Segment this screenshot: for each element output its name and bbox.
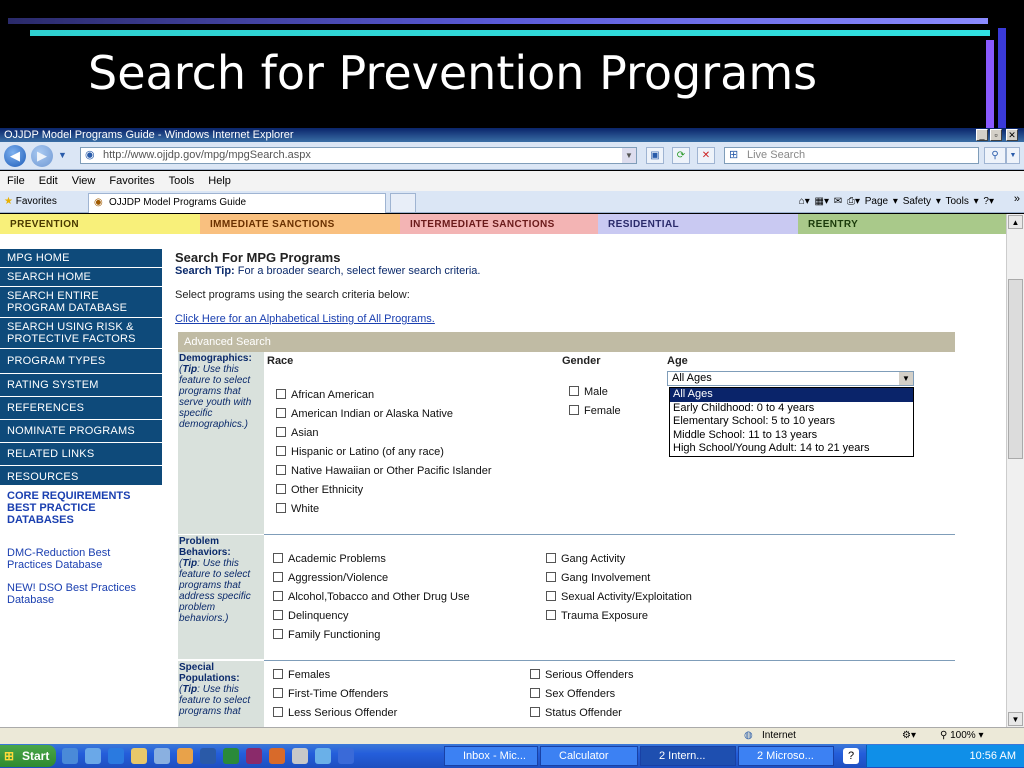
status-bar — [0, 727, 1024, 744]
task-label: 2 Microso... — [757, 750, 814, 762]
task-office[interactable] — [738, 746, 834, 766]
help-tray-icon[interactable]: ? — [843, 748, 859, 764]
checkbox-label: Gang Involvement — [561, 572, 651, 584]
checkbox-label: Less Serious Offender — [288, 707, 398, 719]
sidebar-link-core-requirements[interactable]: CORE REQUIREMENTS BEST PRACTICE DATABASES — [7, 490, 131, 526]
race-checkbox-american-indian[interactable] — [276, 408, 453, 421]
checkbox-label: Other Ethnicity — [291, 484, 364, 496]
checkbox[interactable] — [276, 503, 286, 513]
problem-checkbox-family[interactable] — [273, 629, 380, 642]
read-mail-icon[interactable]: ✉ — [833, 196, 843, 207]
search-tip-label: Search Tip: — [175, 265, 235, 277]
slide-header — [0, 0, 1024, 128]
checkbox-label: Sexual Activity/Exploitation — [561, 591, 692, 603]
checkbox-label: Academic Problems — [288, 553, 386, 565]
checkbox-label: White — [291, 503, 320, 515]
checkbox[interactable] — [273, 707, 283, 717]
close-button[interactable]: ✕ — [1006, 129, 1018, 141]
task-label: Calculator — [559, 750, 609, 762]
checkbox[interactable] — [546, 591, 556, 601]
task-label: 2 Intern... — [659, 750, 706, 762]
age-option[interactable]: Early Childhood: 0 to 4 years — [673, 401, 815, 414]
live-search-input[interactable] — [724, 147, 979, 164]
excel-icon[interactable] — [223, 748, 239, 764]
page-menu[interactable]: Page ▾ — [864, 196, 898, 207]
show-desktop-icon[interactable] — [62, 748, 78, 764]
checkbox[interactable] — [273, 688, 283, 698]
special-checkbox-females[interactable] — [273, 669, 330, 682]
checkbox[interactable] — [273, 591, 283, 601]
live-search-placeholder: Live Search — [747, 149, 806, 161]
home-icon[interactable]: ⌂▾ — [798, 196, 810, 207]
task-ie[interactable] — [640, 746, 736, 766]
compat-view-button[interactable]: ▣ — [646, 147, 664, 164]
race-checkbox-african-american[interactable] — [276, 389, 374, 402]
star-icon: ★ — [4, 196, 13, 207]
special-checkbox-status[interactable] — [530, 707, 622, 720]
search-tip — [175, 265, 965, 277]
problem-checkbox-sexual[interactable] — [546, 591, 692, 604]
advanced-search-header: Advanced Search — [178, 332, 955, 352]
checkbox-label: Female — [584, 405, 621, 417]
security-zone: Internet — [762, 730, 796, 741]
problem-checkbox-academic[interactable] — [273, 553, 386, 566]
race-checkbox-white[interactable] — [276, 503, 319, 516]
special-tip-label: Tip — [182, 684, 198, 695]
problem-checkbox-gang-activity[interactable] — [546, 553, 625, 566]
globe-icon: ◍ — [744, 730, 753, 741]
sidebar-item-risk-factors[interactable]: SEARCH USING RISK & PROTECTIVE FACTORS — [0, 318, 162, 349]
race-checkbox-native-hawaiian[interactable] — [276, 465, 492, 478]
checkbox-label: Alcohol,Tobacco and Other Drug Use — [288, 591, 470, 603]
checkbox[interactable] — [273, 610, 283, 620]
chevron-down-icon[interactable]: ▼ — [899, 372, 913, 385]
slide-title: Search for Prevention Programs — [88, 46, 818, 100]
sidebar-item-rating-system[interactable]: RATING SYSTEM — [0, 374, 162, 397]
checkbox[interactable] — [530, 669, 540, 679]
scroll-thumb[interactable] — [1008, 279, 1023, 459]
problem-title: Problem Behaviors: — [179, 536, 231, 558]
vertical-scrollbar[interactable] — [1006, 214, 1024, 727]
task-label: Inbox - Mic... — [463, 750, 526, 762]
checkbox[interactable] — [273, 572, 283, 582]
tools-menu[interactable]: Tools ▾ — [945, 196, 979, 207]
age-select-value: All Ages — [672, 372, 712, 384]
clock: 10:56 AM — [969, 750, 1016, 762]
menu-tools[interactable]: Tools — [168, 175, 195, 187]
race-checkbox-asian[interactable] — [276, 427, 319, 440]
page-viewport — [0, 214, 1006, 727]
ie-icon[interactable] — [108, 748, 124, 764]
menu-help[interactable]: Help — [208, 175, 231, 187]
checkbox[interactable] — [276, 465, 286, 475]
command-bar — [799, 195, 994, 209]
start-button[interactable] — [0, 745, 56, 767]
checkbox-label: African American — [291, 389, 375, 401]
maximize-button[interactable]: ▫ — [990, 129, 1002, 141]
checkbox-label: Females — [288, 669, 331, 681]
favorites-label: Favorites — [15, 196, 57, 207]
checkbox[interactable] — [569, 405, 579, 415]
tab-residential[interactable]: RESIDENTIAL — [598, 214, 798, 236]
checkbox-label: Trauma Exposure — [561, 610, 649, 622]
race-heading: Race — [267, 355, 294, 367]
tab-prevention[interactable]: PREVENTION — [0, 214, 200, 236]
age-option[interactable]: Elementary School: 5 to 10 years — [673, 415, 836, 427]
menu-bar — [0, 171, 1024, 191]
print-icon[interactable]: ⎙▾ — [846, 196, 860, 207]
race-checkbox-other[interactable] — [276, 484, 363, 497]
scroll-down-icon[interactable]: ▼ — [1008, 712, 1023, 726]
problem-tip-label: Tip — [182, 558, 198, 569]
checkbox[interactable] — [530, 688, 540, 698]
quicklaunch-icon[interactable] — [315, 748, 331, 764]
task-inbox[interactable] — [444, 746, 538, 766]
search-icon[interactable]: ⚲ — [984, 147, 1006, 164]
sidebar-item-references[interactable]: REFERENCES — [0, 397, 162, 420]
divider — [264, 534, 955, 535]
powerpoint-icon[interactable] — [269, 748, 285, 764]
search-options-icon[interactable]: ▼ — [1006, 147, 1020, 164]
stop-button[interactable]: ✕ — [697, 147, 715, 164]
special-tip-text: : Use this feature to select programs that — [179, 684, 251, 717]
menu-file[interactable]: File — [7, 175, 25, 187]
decor-bar — [998, 28, 1006, 128]
page-heading: Search For MPG Programs — [175, 250, 341, 265]
live-search-logo-icon: ⊞ — [729, 149, 739, 161]
special-checkbox-sex-offenders[interactable] — [530, 688, 615, 701]
tab-reentry[interactable]: REENTRY — [798, 214, 1006, 236]
quicklaunch-icon[interactable] — [292, 748, 308, 764]
sidebar-item-nominate[interactable]: NOMINATE PROGRAMS — [0, 420, 162, 443]
demographics-tip-label: Tip — [182, 364, 198, 375]
checkbox-label: Gang Activity — [561, 553, 626, 565]
windows-logo-icon: ⊞ — [4, 749, 15, 763]
tab-intermediate-sanctions[interactable]: INTERMEDIATE SANCTIONS — [400, 214, 598, 236]
sidebar-item-search-home[interactable]: SEARCH HOME — [0, 268, 162, 287]
checkbox[interactable] — [530, 707, 540, 717]
problem-checkbox-substance[interactable] — [273, 591, 470, 604]
help-icon[interactable]: ?▾ — [983, 196, 994, 207]
sidebar-link-dmc[interactable]: DMC-Reduction Best Practices Database — [7, 547, 111, 571]
divider — [264, 660, 955, 661]
checkbox[interactable] — [276, 446, 286, 456]
age-dropdown-list — [669, 387, 914, 457]
refresh-button[interactable]: ⟳ — [672, 147, 690, 164]
checkbox[interactable] — [546, 572, 556, 582]
start-label: Start — [22, 749, 50, 763]
system-tray — [866, 745, 1024, 767]
tab-row — [0, 191, 1024, 213]
checkbox-label: Aggression/Violence — [288, 572, 389, 584]
site-tabs — [0, 214, 1006, 236]
age-option[interactable]: All Ages — [670, 388, 913, 402]
zoom-level[interactable]: ⚲ 100% ▾ — [940, 730, 984, 741]
special-checkbox-first-time[interactable] — [273, 688, 388, 701]
taskbar — [0, 744, 1024, 768]
age-select[interactable] — [667, 371, 914, 386]
checkbox[interactable] — [276, 389, 286, 399]
recent-pages-icon[interactable]: ▼ — [58, 150, 67, 160]
checkbox-label: Hispanic or Latino (of any race) — [291, 446, 444, 458]
checkbox[interactable] — [276, 427, 286, 437]
problem-tip-text: : Use this feature to select programs that address specific problem behaviors.) — [179, 558, 251, 624]
media-player-icon[interactable] — [338, 748, 354, 764]
sidebar-item-resources[interactable]: RESOURCES — [0, 466, 162, 486]
checkbox[interactable] — [273, 553, 283, 563]
address-dropdown-icon[interactable]: ▼ — [622, 148, 636, 163]
main-content — [175, 250, 965, 325]
address-input[interactable] — [80, 147, 637, 164]
favorites-button[interactable] — [4, 195, 57, 209]
sidebar-item-mpg-home[interactable]: MPG HOME — [0, 249, 162, 268]
new-tab-button[interactable] — [390, 193, 416, 213]
address-row — [0, 142, 1024, 170]
safety-menu[interactable]: Safety ▾ — [902, 196, 941, 207]
task-calculator[interactable] — [540, 746, 638, 766]
publisher-icon[interactable] — [246, 748, 262, 764]
gender-checkbox-male[interactable] — [569, 386, 608, 399]
checkbox-label: First-Time Offenders — [288, 688, 389, 700]
tab-immediate-sanctions[interactable]: IMMEDIATE SANCTIONS — [200, 214, 400, 236]
checkbox-label: American Indian or Alaska Native — [291, 408, 454, 420]
special-populations-label: Special Populations: (Tip: Use this feature to select programs that — [178, 661, 264, 727]
menu-edit[interactable]: Edit — [38, 175, 58, 187]
demographics-title: Demographics: — [179, 353, 252, 364]
folder-icon[interactable] — [131, 748, 147, 764]
quicklaunch-icon[interactable] — [154, 748, 170, 764]
checkbox-label: Delinquency — [288, 610, 349, 622]
checkbox[interactable] — [273, 669, 283, 679]
forward-button[interactable]: ▶ — [31, 145, 53, 167]
window-titlebar — [0, 128, 1024, 142]
sidebar-item-related-links[interactable]: RELATED LINKS — [0, 443, 162, 466]
browser-tab-label: OJJDP Model Programs Guide — [109, 197, 247, 208]
problem-checkbox-gang-involvement[interactable] — [546, 572, 650, 585]
gender-heading: Gender — [562, 355, 601, 367]
special-checkbox-serious[interactable] — [530, 669, 633, 682]
checkbox-label: Sex Offenders — [545, 688, 616, 700]
zoom-icon: ⚲ — [940, 730, 948, 741]
sidebar-link-dso[interactable]: NEW! DSO Best Practices Database — [7, 582, 136, 606]
word-icon[interactable] — [200, 748, 216, 764]
demographics-tip-text: : Use this feature to select programs that serve youth with specific demographics.) — [179, 364, 252, 430]
sidebar-item-search-entire[interactable]: SEARCH ENTIRE PROGRAM DATABASE — [0, 287, 162, 318]
instruction-text: Select programs using the search criteria below: — [175, 289, 410, 301]
checkbox[interactable] — [546, 553, 556, 563]
checkbox[interactable] — [273, 629, 283, 639]
back-button[interactable]: ◀ — [4, 145, 26, 167]
checkbox[interactable] — [276, 408, 286, 418]
quicklaunch-icon[interactable] — [85, 748, 101, 764]
age-option[interactable]: High School/Young Adult: 14 to 21 years — [673, 442, 870, 454]
decor-bar — [8, 18, 988, 24]
problem-checkbox-delinquency[interactable] — [273, 610, 349, 623]
protected-mode-icon[interactable]: ⚙▾ — [902, 730, 916, 741]
checkbox-label: Male — [584, 386, 608, 398]
checkbox-label: Status Offender — [545, 707, 622, 719]
age-heading: Age — [667, 355, 688, 367]
checkbox-label: Serious Offenders — [545, 669, 634, 681]
race-checkbox-hispanic[interactable] — [276, 446, 444, 459]
menu-favorites[interactable]: Favorites — [109, 175, 155, 187]
problem-behaviors-label: Problem Behaviors: (Tip: Use this feature to select programs that address specific problem behaviors.) — [178, 535, 264, 659]
decor-bar — [30, 30, 990, 36]
gender-checkbox-female[interactable] — [569, 405, 621, 418]
problem-checkbox-aggression[interactable] — [273, 572, 388, 585]
scroll-up-icon[interactable]: ▲ — [1008, 215, 1023, 229]
feeds-icon[interactable]: ▦▾ — [814, 196, 829, 207]
problem-checkbox-trauma[interactable] — [546, 610, 648, 623]
minimize-button[interactable]: _ — [976, 129, 988, 141]
outlook-icon[interactable] — [177, 748, 193, 764]
age-option[interactable]: Middle School: 11 to 13 years — [673, 428, 818, 441]
alphabetical-listing-link[interactable]: Click Here for an Alphabetical Listing of All Programs. — [175, 313, 435, 325]
window-title: OJJDP Model Programs Guide - Windows Internet Explorer — [4, 129, 294, 141]
demographics-label: Demographics: (Tip: Use this feature to select programs that serve youth with specific demographics.) — [178, 352, 264, 534]
zoom-value: 100% — [950, 730, 976, 741]
chevron-right-icon[interactable]: » — [1013, 193, 1020, 205]
sidebar — [0, 249, 162, 617]
checkbox[interactable] — [546, 610, 556, 620]
browser-tab[interactable] — [88, 193, 386, 213]
page-icon: ◉ — [85, 149, 95, 161]
special-checkbox-less-serious[interactable] — [273, 707, 397, 720]
site-favicon-icon: ◉ — [94, 197, 103, 208]
sidebar-item-program-types[interactable]: PROGRAM TYPES — [0, 349, 162, 374]
checkbox-label: Family Functioning — [288, 629, 381, 641]
special-title: Special Populations: — [179, 662, 240, 684]
checkbox-label: Asian — [291, 427, 319, 439]
menu-view[interactable]: View — [71, 175, 96, 187]
checkbox[interactable] — [276, 484, 286, 494]
search-tip-text: For a broader search, select fewer search criteria. — [234, 265, 481, 277]
checkbox[interactable] — [569, 386, 579, 396]
checkbox-label: Native Hawaiian or Other Pacific Islander — [291, 465, 492, 477]
address-text: http://www.ojjdp.gov/mpg/mpgSearch.aspx — [103, 149, 311, 161]
decor-bar — [986, 40, 994, 128]
